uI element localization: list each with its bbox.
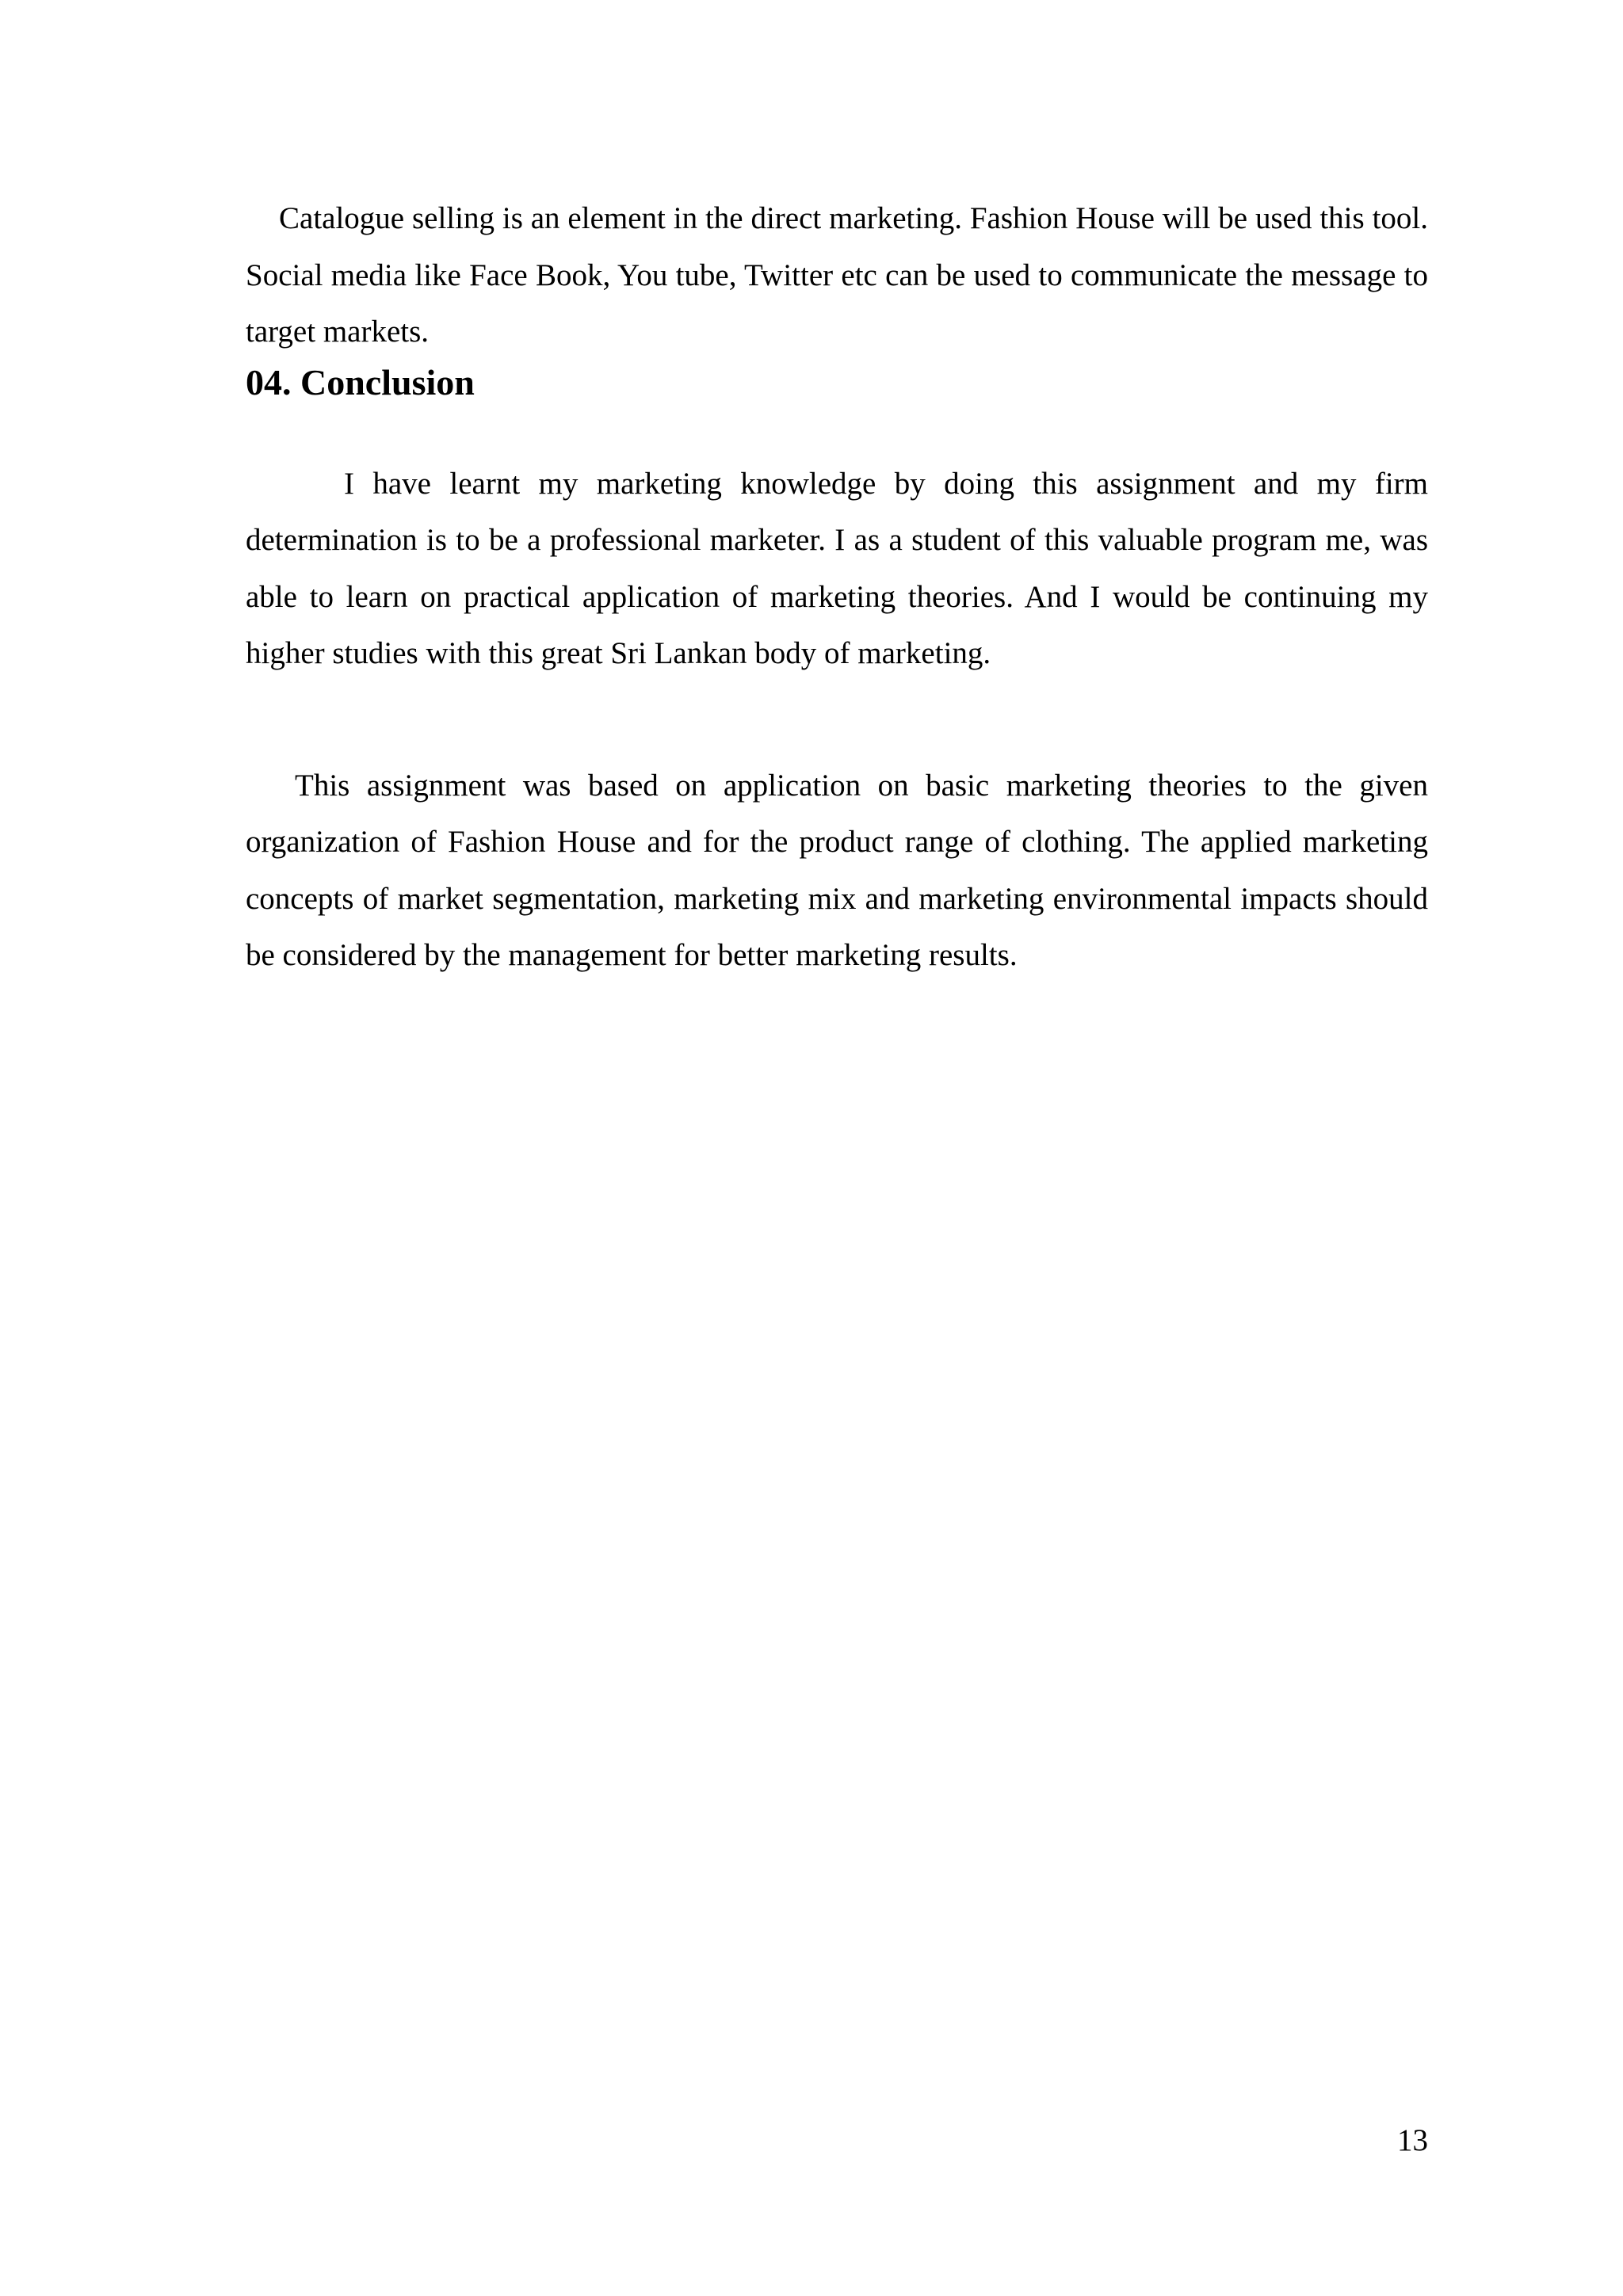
intro-paragraph: Catalogue selling is an element in the direct marketing. Fashion House will be used this tool. Social media like Face Book, You tube, Twitter etc can be used to communicate the message to target markets.	[246, 201, 1428, 349]
page-number: 13	[1397, 2123, 1428, 2157]
conclusion-paragraph-1: I have learnt my marketing knowledge by doing this assignment and my firm determination is to be a professional marketer. I as a student of this valuable program me, was able to learn on practical application of marketing theories. And I would be continuing my higher studies with this great Sri Lankan body of marketing.	[246, 466, 1428, 670]
conclusion-paragraph-2: This assignment was based on application on basic marketing theories to the given organization of Fashion House and for the product range of clothing. The applied marketing concepts of market segmentation, marketing mix and marketing environmental impacts should be considered by the management for better marketing results.	[246, 768, 1428, 972]
section-heading: 04. Conclusion	[246, 361, 475, 402]
page-content	[246, 190, 1428, 984]
